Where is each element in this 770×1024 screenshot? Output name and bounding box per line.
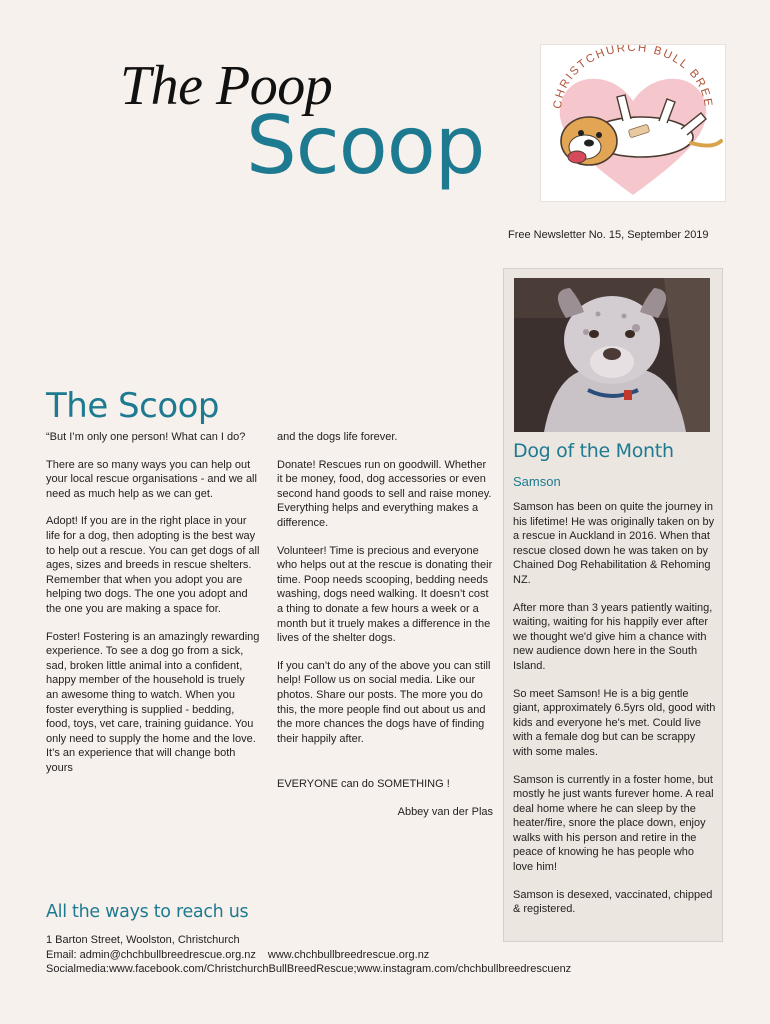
article-paragraph: If you can’t do any of the above you can still help! Follow us on social media. Like our photos. Share our posts. The more you do this, the more people find out about us and the more chances the dogs have of finding their happily after. bbox=[277, 659, 491, 745]
article-paragraph: and the dogs life forever. bbox=[277, 431, 398, 443]
author-signature: Abbey van der Plas bbox=[397, 805, 493, 818]
article-column-1 bbox=[46, 430, 260, 788]
dog-paragraph: So meet Samson! He is a big gentle giant, approximately 6.5yrs old, good with kids and everyone he's met. Could live with a female dog but can be scrappy with some males. bbox=[513, 687, 716, 758]
dog-of-month-text bbox=[513, 500, 717, 930]
article-paragraph: Donate! Rescues run on goodwill. Whether it be money, food, dog accessories or even second hand goods to sell and raise money. Everything helps and everything makes a difference. bbox=[277, 458, 492, 529]
contact-email[interactable]: Email: admin@chchbullbreedrescue.org.nz bbox=[46, 948, 256, 961]
masthead-title-top: The Poop bbox=[120, 55, 333, 117]
logo-text: CHRISTCHURCH BULL BREE bbox=[551, 45, 715, 110]
contact-email-line bbox=[46, 948, 571, 963]
dog-name: Samson bbox=[513, 474, 561, 489]
contact-details bbox=[46, 933, 571, 977]
article-paragraph: Adopt! If you are in the right place in your life for a dog, then adopting is the best way to help out a rescue. You can get dogs of all ages, sizes and breeds in rescue shelters. Remember that when you adopt you are helping two dogs. The one you adopt and the one you are making a space for. bbox=[46, 515, 260, 615]
dog-paragraph: Samson is currently in a foster home, but mostly he just wants furever home. A real deal home where he can sleep by the heater/fire, snore the place down, enjoy walks with his person and retire in the peace of knowing he has people who love him! bbox=[513, 773, 714, 874]
contact-website[interactable]: www.chchbullbreedrescue.org.nz bbox=[267, 948, 430, 961]
article-paragraph: There are so many ways you can help out your local rescue organisations - and we all need as much help as we can get. bbox=[46, 458, 257, 500]
rescue-logo-image bbox=[541, 45, 725, 201]
issue-line: Free Newsletter No. 15, September 2019 bbox=[508, 229, 709, 241]
dog-of-month-heading: Dog of the Month bbox=[513, 440, 674, 462]
dog-photo-image bbox=[514, 278, 710, 432]
section-heading-the-scoop: The Scoop bbox=[46, 386, 220, 426]
everyone-callout: EVERYONE can do SOMETHING ! bbox=[277, 778, 450, 791]
dog-paragraph: Samson has been on quite the journey in his lifetime! He was originally taken on by a rescue in Auckland in 2016. When that rescue closed down he was taken on by Chained Dog Rehabilitation & Rehoming NZ. bbox=[513, 501, 715, 586]
contact-social[interactable]: Socialmedia:www.facebook.com/ChristchurchBullBreedRescue;www.instagram.com/chchbullbreedrescuenz bbox=[46, 963, 572, 976]
contact-address: 1 Barton Street, Woolston, Christchurch bbox=[46, 934, 240, 946]
article-paragraph: Foster! Fostering is an amazingly rewarding experience. To see a dog go from a sick, sad, broken little animal into a confident, happy member of the household is truely an awesome thing to watch. When you foster everything is supplied - bedding, food, toys, vet care, training guidance. You only need to supply the home and the love. It’s an experience that will change both yours bbox=[46, 630, 260, 774]
dog-paragraph: Samson is desexed, vaccinated, chipped & registered. bbox=[513, 888, 713, 916]
article-column-2 bbox=[277, 430, 493, 832]
article-paragraph: “But I’m only one person! What can I do? bbox=[46, 431, 246, 443]
article-paragraph: Volunteer! Time is precious and everyone who helps out at the rescue is donating their time. Poop needs scooping, bedding needs washing, dogs need walking. It doesn’t cost a thing to donate a few hours a week or a month but it truely makes a difference in the lives of the shelter dogs. bbox=[277, 544, 493, 645]
dog-paragraph: After more than 3 years patiently waiting, waiting, waiting for his happily ever after we thought we'd give him a chance with new audience down here in the South Island. bbox=[513, 601, 713, 672]
masthead-title-bottom: Scoop bbox=[246, 99, 485, 192]
rescue-logo bbox=[540, 44, 726, 202]
dog-photo bbox=[514, 278, 710, 432]
contact-heading: All the ways to reach us bbox=[46, 902, 249, 922]
